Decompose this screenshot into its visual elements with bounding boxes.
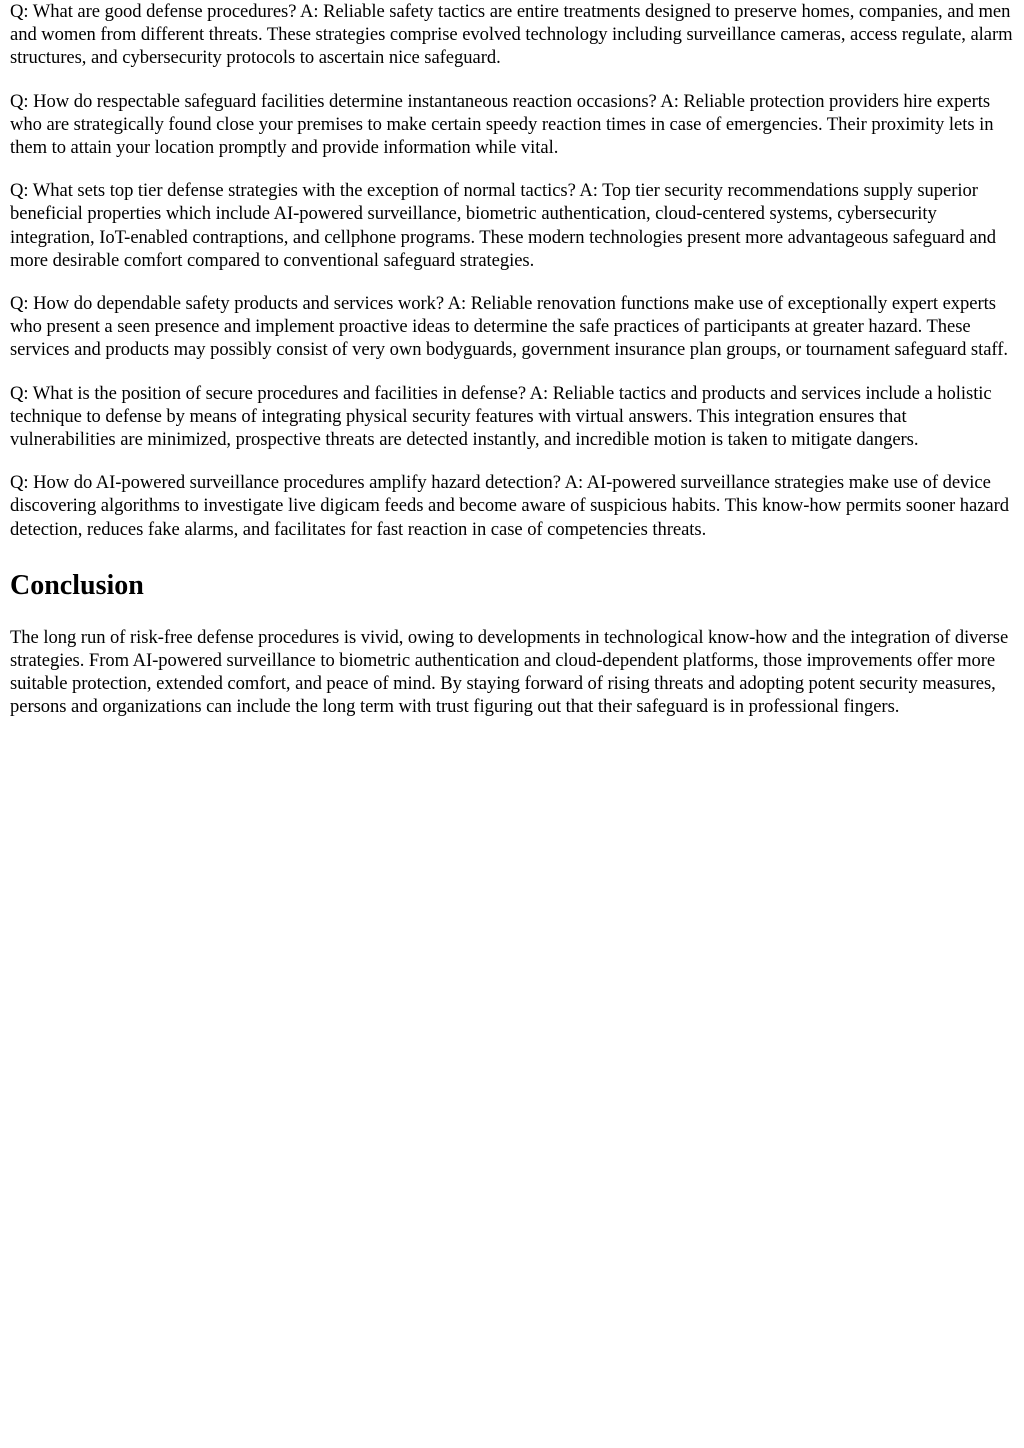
faq-paragraph-6: Q: How do AI-powered surveillance procedures amplify hazard detection? A: AI-powered surveillance strategies make use of device discovering algorithms to investigate live digicam feeds and become aware of suspicious habits. This know-how permits sooner hazard detection, reduces fake alarms, and facilitates for fast reaction in case of competencies threats. <box>10 472 1009 540</box>
conclusion-heading: Conclusion <box>10 569 144 601</box>
faq-paragraph-5: Q: What is the position of secure procedures and facilities in defense? A: Reliable tactics and products and services include a holistic technique to defense by means of integrating physical security features with virtual answers. This integration ensures that vulnerabilities are minimized, prospective threats are detected instantly, and incredible motion is taken to mitigate dangers. <box>10 382 992 451</box>
article-body <box>0 0 1024 719</box>
conclusion-paragraph: The long run of risk-free defense procedures is vivid, owing to developments in technological know-how and the integration of diverse strategies. From AI-powered surveillance to biometric authentication and cloud-dependent platforms, those improvements offer more suitable protection, extended comfort, and peace of mind. By staying forward of rising threats and adopting potent security measures, persons and organizations can include the long term with trust figuring out that their safeguard is in professional fingers. <box>10 626 1009 718</box>
faq-paragraph-3: Q: What sets top tier defense strategies with the exception of normal tactics? A: Top tier security recommendations supply superior beneficial properties which include AI-powered surveillance, biometric authentication, cloud-centered systems, cybersecurity integration, IoT-enabled contraptions, and cellphone programs. These modern technologies present more advantageous safeguard and more desirable comfort compared to conventional safeguard strategies. <box>10 180 996 271</box>
faq-paragraph-4: Q: How do dependable safety products and services work? A: Reliable renovation functions make use of exceptionally expert experts who present a seen presence and implement proactive ideas to determine the safe practices of participants at greater hazard. These services and products may possibly consist of very own bodyguards, government insurance plan groups, or tournament safeguard staff. <box>10 293 1008 361</box>
faq-paragraph-1: Q: What are good defense procedures? A: Reliable safety tactics are entire treatments designed to preserve homes, companies, and men and women from different threats. These strategies comprise evolved technology including surveillance cameras, access regulate, alarm structures, and cybersecurity protocols to ascertain nice safeguard. <box>10 1 1013 69</box>
faq-paragraph-2: Q: How do respectable safeguard facilities determine instantaneous reaction occasions? A: Reliable protection providers hire experts who are strategically found close your premises to make certain speedy reaction times in case of emergencies. Their proximity lets in them to attain your location promptly and provide information while vital. <box>10 90 994 159</box>
